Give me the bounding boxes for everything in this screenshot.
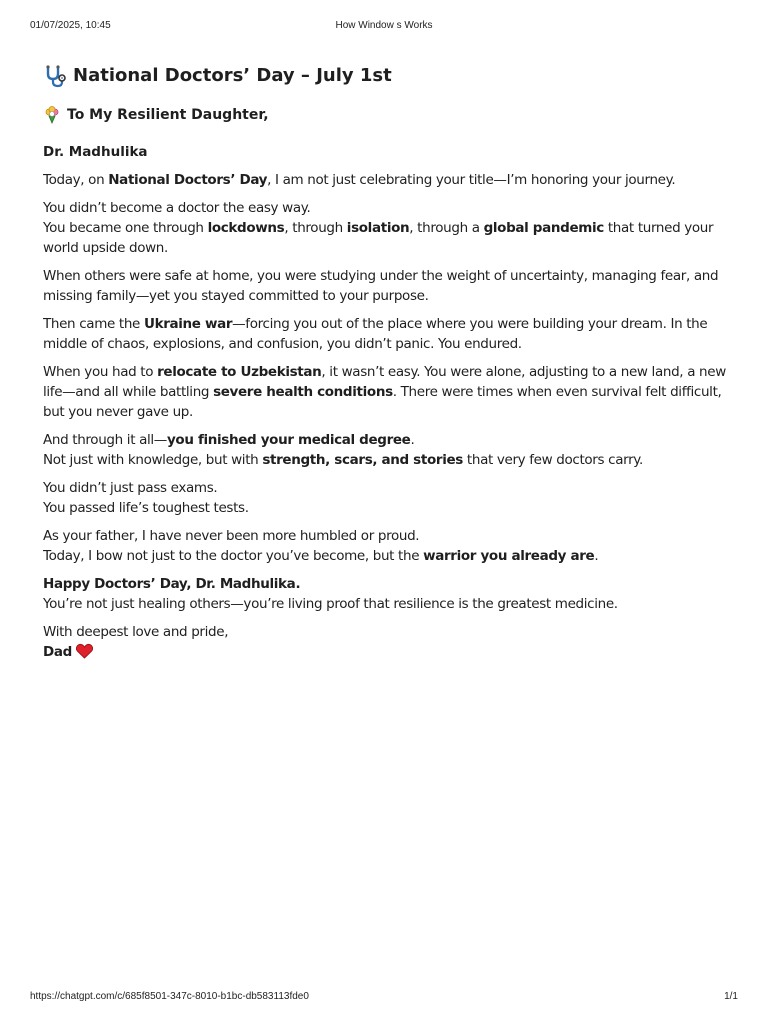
text-run: Today, I bow not just to the doctor you’ve become, but the [43,548,424,564]
text-run: Today, on [43,172,109,188]
print-url: https://chatgpt.com/c/685f8501-347c-8010-b1bc-db583113fde0 [30,991,309,1002]
paragraph-6 [43,430,733,470]
greeting-text: To My Resilient Daughter, [67,107,269,123]
text-run: . [594,548,599,564]
print-page-title: How Window s Works [335,20,433,31]
bold-run: you finished your medical degree [166,432,411,448]
text-run: When others were safe at home, you were studying under the weight of uncertainty, managing fear, and missing family—yet you stayed committed to your purpose. [43,268,719,304]
page-title [43,62,733,90]
text-run: , through a [409,220,484,236]
bold-run: warrior you already are [423,548,595,564]
text-run: , it wasn’t easy. You were alone, adjusting to a new land, a new life—and all while battling [43,364,726,400]
bold-run: global pandemic [483,220,604,236]
text-run: When you had to [43,364,158,380]
closing [43,622,733,662]
text-run: As your father, I have never been more humbled or proud. [43,528,420,544]
text-run: Not just with knowledge, but with [43,452,263,468]
paragraph-2 [43,198,733,258]
paragraph-5 [43,362,733,422]
closing-line: With deepest love and pride, [43,624,229,640]
bouquet-icon [43,106,61,124]
text-run: You’re not just healing others—you’re living proof that resilience is the greatest medicine. [43,596,618,612]
bold-run: strength, scars, and stories [262,452,463,468]
bold-run: relocate to Uzbekistan [157,364,322,380]
bold-run: lockdowns [207,220,285,236]
document-body [43,62,733,662]
recipient-name: Dr. Madhulika [43,144,148,160]
text-run: You didn’t become a doctor the easy way. [43,200,311,216]
text-run: . There were times when even survival felt difficult, but you never gave up. [43,384,722,420]
stethoscope-icon [43,64,67,88]
greeting [43,105,733,125]
print-header [30,20,738,34]
text-run: —forcing you out of the place where you were building your dream. In the middle of chaos, explosions, and confusion, you didn’t panic. You endured. [43,316,708,352]
bold-run: Ukraine war [143,316,233,332]
bold-run: Happy Doctors’ Day, Dr. Madhulika. [43,576,301,592]
red-heart-icon [76,643,93,659]
signature: Dad [43,644,72,660]
bold-run: isolation [346,220,410,236]
text-run: that very few doctors carry. [462,452,643,468]
paragraph-3 [43,266,733,306]
text-run: . [410,432,415,448]
paragraph-1 [43,170,733,190]
text-run: And through it all— [43,432,167,448]
text-run: that turned your world upside down. [43,220,714,256]
paragraph-8 [43,526,733,566]
text-run: , through [284,220,347,236]
paragraph-4 [43,314,733,354]
text-run: You passed life’s toughest tests. [43,500,249,516]
text-run: You didn’t just pass exams. [43,480,218,496]
paragraph-9 [43,574,733,614]
text-run: , I am not just celebrating your title—I’m honoring your journey. [267,172,676,188]
bold-run: National Doctors’ Day [108,172,268,188]
text-run: You became one through [43,220,208,236]
paragraph-7 [43,478,733,518]
text-run: Then came the [43,316,144,332]
bold-run: severe health conditions [213,384,393,400]
print-datetime: 01/07/2025, 10:45 [30,20,111,31]
title-text: National Doctors’ Day – July 1st [73,65,392,86]
print-footer [30,991,738,1005]
print-page-number: 1/1 [724,991,738,1002]
